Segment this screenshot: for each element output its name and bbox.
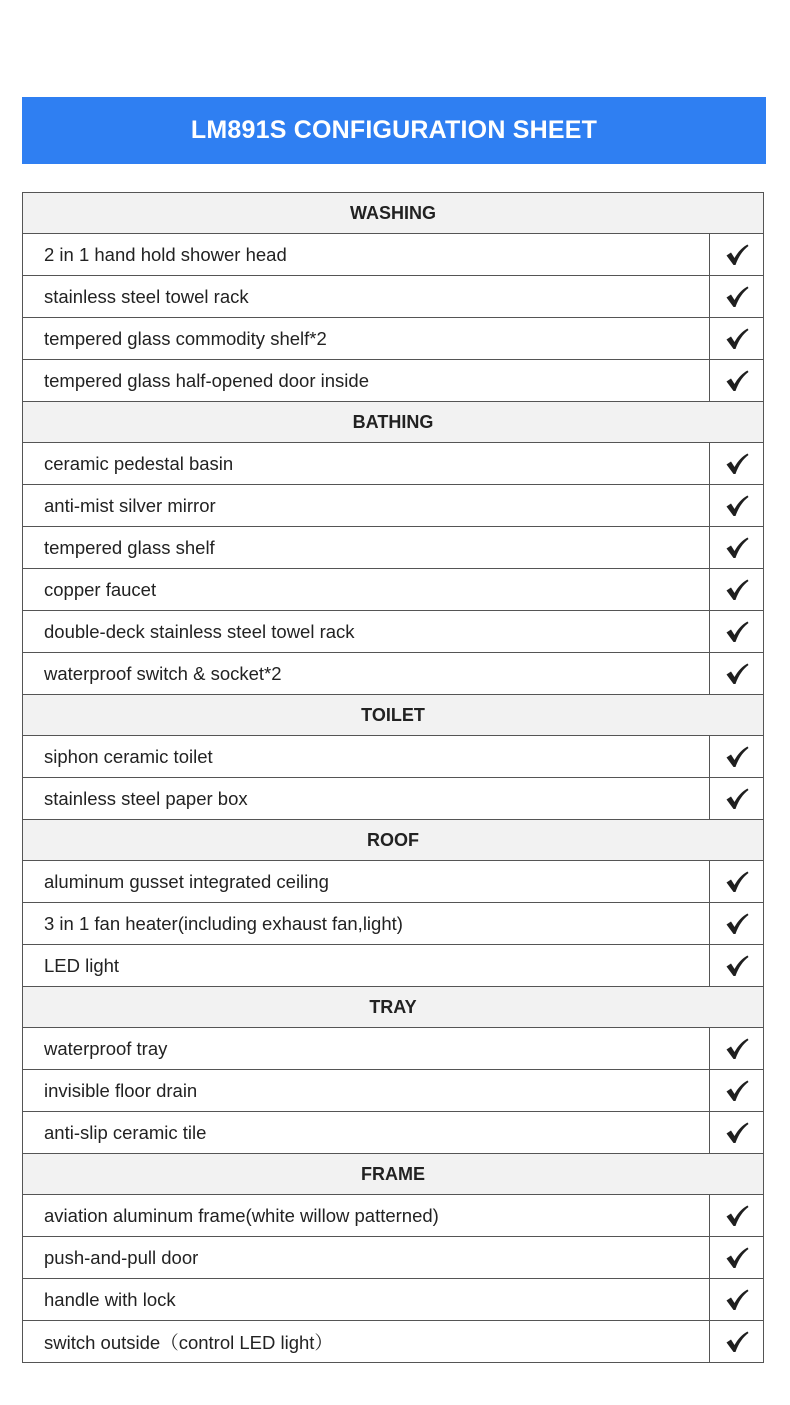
table-row xyxy=(23,360,763,402)
table-row xyxy=(23,1195,763,1237)
checkmark-icon xyxy=(710,443,763,484)
item-label: push-and-pull door xyxy=(23,1237,710,1278)
table-row xyxy=(23,736,763,778)
table-row xyxy=(23,903,763,945)
table-row xyxy=(23,945,763,987)
item-label: copper faucet xyxy=(23,569,710,610)
table-row xyxy=(23,318,763,360)
item-label: aluminum gusset integrated ceiling xyxy=(23,861,710,902)
item-label: double-deck stainless steel towel rack xyxy=(23,611,710,652)
item-label: stainless steel towel rack xyxy=(23,276,710,317)
item-label: LED light xyxy=(23,945,710,986)
item-label: anti-mist silver mirror xyxy=(23,485,710,526)
checkmark-icon xyxy=(710,360,763,401)
table-row xyxy=(23,234,763,276)
checkmark-icon xyxy=(710,736,763,777)
checkmark-icon xyxy=(710,611,763,652)
table-row xyxy=(23,276,763,318)
table-row xyxy=(23,1028,763,1070)
checkmark-icon xyxy=(710,945,763,986)
item-label: 3 in 1 fan heater(including exhaust fan,light) xyxy=(23,903,710,944)
item-label: tempered glass shelf xyxy=(23,527,710,568)
table-row xyxy=(23,527,763,569)
item-label: aviation aluminum frame(white willow patterned) xyxy=(23,1195,710,1236)
checkmark-icon xyxy=(710,778,763,819)
item-label: waterproof tray xyxy=(23,1028,710,1069)
checkmark-icon xyxy=(710,527,763,568)
section-header-roof: ROOF xyxy=(23,820,763,861)
checkmark-icon xyxy=(710,1070,763,1111)
configuration-table xyxy=(22,192,764,1363)
section-header-tray: TRAY xyxy=(23,987,763,1028)
checkmark-icon xyxy=(710,1237,763,1278)
item-label: tempered glass commodity shelf*2 xyxy=(23,318,710,359)
table-row xyxy=(23,485,763,527)
section-header-toilet: TOILET xyxy=(23,695,763,736)
item-label: ceramic pedestal basin xyxy=(23,443,710,484)
checkmark-icon xyxy=(710,1279,763,1320)
table-row xyxy=(23,569,763,611)
section-header-washing: WASHING xyxy=(23,193,763,234)
checkmark-icon xyxy=(710,1195,763,1236)
checkmark-icon xyxy=(710,903,763,944)
table-row xyxy=(23,1321,763,1363)
checkmark-icon xyxy=(710,1028,763,1069)
table-row xyxy=(23,1237,763,1279)
checkmark-icon xyxy=(710,234,763,275)
section-header-frame: FRAME xyxy=(23,1154,763,1195)
table-row xyxy=(23,861,763,903)
checkmark-icon xyxy=(710,1112,763,1153)
table-row xyxy=(23,653,763,695)
item-label: siphon ceramic toilet xyxy=(23,736,710,777)
item-label: 2 in 1 hand hold shower head xyxy=(23,234,710,275)
table-row xyxy=(23,1279,763,1321)
table-row xyxy=(23,778,763,820)
checkmark-icon xyxy=(710,861,763,902)
item-label: stainless steel paper box xyxy=(23,778,710,819)
checkmark-icon xyxy=(710,276,763,317)
table-row xyxy=(23,1070,763,1112)
item-label: handle with lock xyxy=(23,1279,710,1320)
checkmark-icon xyxy=(710,1321,763,1362)
table-row xyxy=(23,1112,763,1154)
title-banner xyxy=(22,97,766,164)
table-row xyxy=(23,443,763,485)
item-label: waterproof switch & socket*2 xyxy=(23,653,710,694)
section-header-bathing: BATHING xyxy=(23,402,763,443)
checkmark-icon xyxy=(710,653,763,694)
checkmark-icon xyxy=(710,569,763,610)
item-label: invisible floor drain xyxy=(23,1070,710,1111)
item-label: switch outside（control LED light） xyxy=(23,1321,710,1362)
table-row xyxy=(23,611,763,653)
checkmark-icon xyxy=(710,318,763,359)
page-title: LM891S CONFIGURATION SHEET xyxy=(190,116,598,144)
item-label: tempered glass half-opened door inside xyxy=(23,360,710,401)
checkmark-icon xyxy=(710,485,763,526)
item-label: anti-slip ceramic tile xyxy=(23,1112,710,1153)
